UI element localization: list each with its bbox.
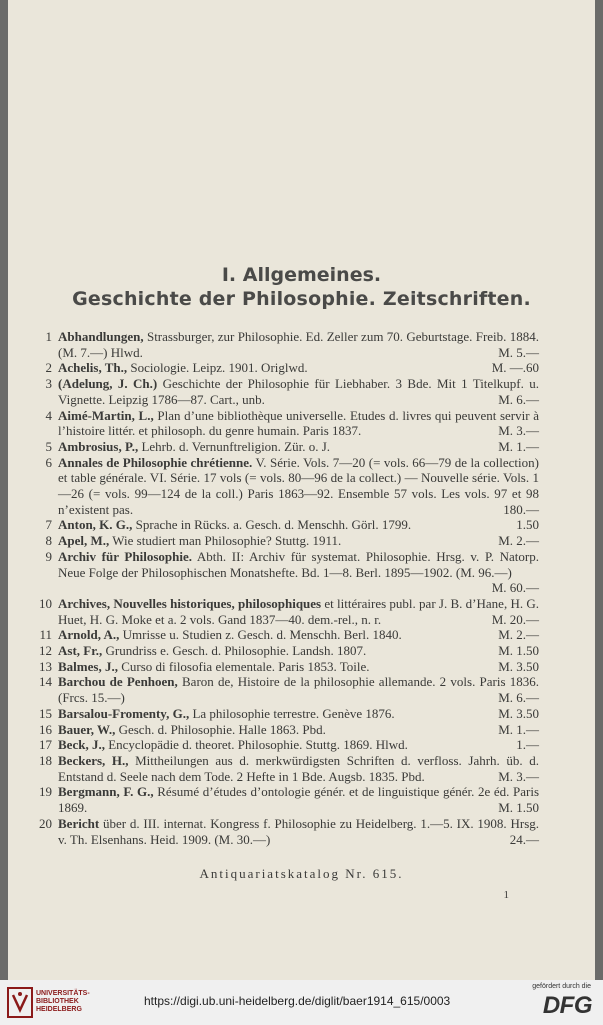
entry-author: Bergmann, F. G., [58, 784, 154, 800]
entry-number: 10 [39, 595, 52, 611]
entry-number: 19 [39, 784, 52, 800]
catalog-entry [8, 439, 595, 455]
entry-number: 5 [45, 438, 52, 454]
entry-author: Apel, M., [58, 533, 110, 549]
entry-number: 16 [39, 721, 52, 737]
entry-author: Barsalou-Fromenty, G., [58, 705, 190, 721]
entry-price: M. 60.— [491, 580, 539, 596]
entry-author: Arnold, A., [58, 627, 120, 643]
entry-number: 13 [39, 658, 52, 674]
entry-number: 7 [45, 517, 52, 533]
entry-description: Gesch. d. Philosophie. Halle 1863. Pbd. [118, 721, 326, 737]
catalog-entry [8, 376, 595, 407]
entry-author: Bericht [58, 815, 100, 831]
catalog-entry [8, 784, 595, 815]
entry-number: 9 [45, 548, 52, 564]
entry-number: 17 [39, 737, 52, 753]
entry-number: 12 [39, 643, 52, 659]
entry-price: M. 2.— [498, 533, 539, 549]
entry-author: Abhandlungen, [58, 329, 144, 344]
entry-author: Archives, Nouvelles historiques, philosophiques [58, 595, 322, 611]
entry-description: Strassburger, zur Philosophie. Ed. Zeller zum 70. Geburtstage. Freib. 1884. (M. 7.—) Hlwd. [58, 329, 539, 360]
entry-author: Beck, J., [58, 737, 105, 753]
catalog-entry [8, 517, 595, 533]
permalink[interactable]: https://digi.ub.uni-heidelberg.de/diglit/baer1914_615/0003 [144, 994, 451, 1008]
catalog-entry [8, 737, 595, 753]
catalog-entry [8, 643, 595, 659]
entry-description: Résumé d’études d’ontologie génér. et de linguistique génér. 2e éd. Paris 1869. [58, 784, 540, 816]
entry-price: M. 3.50 [498, 705, 539, 721]
funding-note: gefördert durch die [532, 983, 591, 990]
catalog-entry [8, 753, 595, 784]
entry-number: 14 [39, 674, 52, 690]
entry-price: M. 3.50 [498, 658, 539, 674]
entry-author: Aimé-Martin, L., [58, 407, 154, 423]
catalog-footer: Antiquariatskatalog Nr. 615. [199, 866, 404, 881]
entry-description: Umrisse u. Studien z. Gesch. d. Menschh. Berl. 1840. [122, 627, 402, 643]
page-number: 1 [503, 889, 509, 901]
entry-price: M. 20.— [491, 611, 539, 627]
entry-author: Ambrosius, P., [58, 438, 139, 454]
section-title: I. Allgemeines. [221, 264, 382, 286]
catalog-entry [8, 360, 595, 376]
catalog-entry [8, 706, 595, 722]
entry-description: Curso di filosofia elementale. Paris 1853. Toile. [121, 658, 370, 674]
entry-description: et littéraires publ. par J. B. d’Hane, H. G. Huet, H. G. Moke et a. 2 vols. Gand 1837—40. dem.-rel., n. r. [58, 595, 540, 627]
entry-description: Grundriss e. Gesch. d. Philosophie. Landsh. 1807. [105, 643, 367, 659]
entry-description: Geschichte der Philosophie für Liebhaber. 3 Bde. Mit 1 Titelkupf. u. Vignette. Leipzig 1786—87. Cart., unb. [58, 376, 539, 407]
catalog-entry [8, 549, 595, 596]
entry-price: M. 3.— [498, 423, 539, 439]
subsection-title: Geschichte der Philosophie. Zeitschriften. [72, 288, 531, 310]
entry-number: 18 [39, 752, 52, 768]
entry-price: 24.— [509, 831, 539, 847]
entry-price: 180.— [503, 501, 539, 517]
entry-author: Balmes, J., [58, 658, 118, 674]
entry-price: M. 2.— [498, 627, 539, 643]
entry-author: (Adelung, J. Ch.) [58, 376, 158, 392]
entry-price: M. 6.— [498, 391, 539, 407]
entry-description: Abth. II: Archiv für systemat. Philosophie. Hrsg. v. P. Natorp. Neue Folge der Philosophischen Monatshefte. Bd. 1—8. Berl. 1895—1902. (M. 96.—) [58, 548, 539, 580]
entry-number: 11 [39, 627, 52, 643]
entry-description: V. Série. Vols. 7—20 (= vols. 66—79 de la collection) et table générale. VI. Série. 17 vols (= vols. 80—96 de la collect.) — Nouvelle série. Vols. 1—26 (= vols. 99—124 de la coll.) Paris 1863—92. Ensemble 57 vols. Les vols. 97 et 98 n’existent pas. [58, 454, 539, 517]
entry-description: Sprache in Rücks. a. Gesch. d. Menschh. Görl. 1799. [135, 517, 412, 533]
institution-line-3: HEIDELBERG [36, 1006, 82, 1013]
entry-author: Annales de Philosophie chrétienne. [58, 454, 253, 470]
entry-author: Achelis, Th., [58, 360, 128, 376]
entry-number: 6 [45, 454, 52, 470]
university-library-name [36, 990, 90, 1014]
entry-price: M. 5.— [498, 344, 539, 360]
dfg-logo[interactable]: DFG [542, 992, 592, 1019]
entry-description: La philosophie terrestre. Genève 1876. [192, 705, 395, 721]
entry-number: 8 [45, 533, 52, 549]
catalog-entry [8, 596, 595, 627]
entry-price: M. 6.— [498, 690, 539, 706]
entry-description: Sociologie. Leipz. 1901. Origlwd. [130, 360, 308, 376]
entry-description: Wie studiert man Philosophie? Stuttg. 1911. [112, 533, 342, 549]
entry-author: Ast, Fr., [58, 643, 103, 659]
catalog-entry [8, 533, 595, 549]
entry-price: M. 1.50 [498, 643, 539, 659]
catalog-entries [8, 329, 595, 847]
entry-price: M. 3.— [498, 768, 539, 784]
entry-price: M. —.60 [491, 360, 539, 376]
catalog-entry [8, 674, 595, 705]
catalog-entry [8, 408, 595, 439]
entry-description: Plan d’une bibliothèque universelle. Etudes d. livres qui peuvent servir à l’histoire littér. et philosoph. du genre humain. Paris 1837. [58, 407, 540, 439]
entry-price: M. 1.50 [498, 800, 539, 816]
entry-number: 1 [45, 329, 52, 344]
entry-author: Anton, K. G., [58, 517, 133, 533]
entry-author: Bauer, W., [58, 721, 116, 737]
catalog-entry [8, 455, 595, 518]
entry-description: Mittheilungen aus d. merkwürdigsten Schriften d. verfloss. Jahrh. üb. d. Entstand d. Seele nach dem Tode. 2 Hefte in 1 Bde. Augsb. 1835. Pbd. [58, 752, 540, 784]
entry-author: Archiv für Philosophie. [58, 548, 192, 564]
entry-description: Encyclopädie d. theoret. Philosophie. Stuttg. 1869. Hlwd. [108, 737, 408, 753]
entry-price: 1.50 [516, 517, 539, 533]
institution-line-1: UNIVERSITÄTS- [36, 990, 90, 997]
entry-author: Barchou de Penhoen, [58, 674, 178, 690]
catalog-entry [8, 722, 595, 738]
entry-price: 1.— [516, 737, 539, 753]
entry-number: 3 [45, 376, 52, 392]
scanned-page [8, 0, 595, 980]
entry-number: 2 [45, 360, 52, 376]
entry-price: M. 1.— [498, 721, 539, 737]
catalog-entry [8, 816, 595, 847]
entry-price: M. 1.— [498, 438, 539, 454]
entry-number: 15 [39, 705, 52, 721]
entry-description: Lehrb. d. Vernunftreligion. Zür. o. J. [141, 438, 331, 454]
catalog-entry [8, 329, 595, 360]
entry-number: 20 [39, 815, 52, 831]
entry-number: 4 [45, 407, 52, 423]
catalog-entry [8, 627, 595, 643]
catalog-entry [8, 659, 595, 675]
viewer-bottom-bar [0, 980, 603, 1025]
entry-author: Beckers, H., [58, 752, 129, 768]
entry-description: Baron de, Histoire de la philosophie allemande. 2 vols. Paris 1836. (Frcs. 15.—) [58, 674, 540, 706]
university-library-logo-icon[interactable] [6, 986, 34, 1019]
entry-description: über d. III. internat. Kongress f. Philosophie zu Heidelberg. 1.—5. IX. 1908. Hrsg. v. Th. Elsenhans. Heid. 1909. (M. 30.—) [58, 815, 540, 847]
institution-line-2: BIBLIOTHEK [36, 998, 79, 1005]
